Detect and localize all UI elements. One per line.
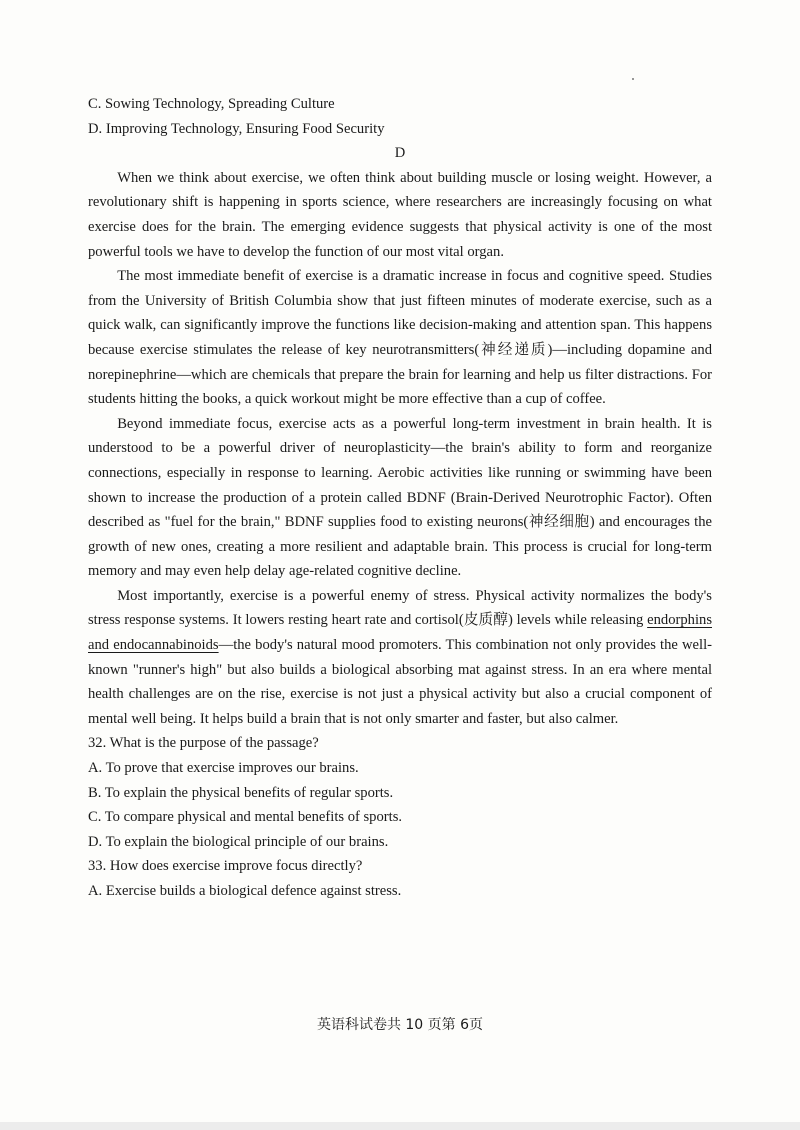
option-d-prev: D. Improving Technology, Ensuring Food Security: [88, 120, 385, 137]
paragraph-1: When we think about exercise, we often think about building muscle or losing weight. However, a revolutionary shift is happening in sports science, where researchers are increasingly focusing on what exercise does for the brain. The emerging evidence suggests that physical activity is one of the most powerful tools we have to develop the function of our most vital organ.: [88, 169, 712, 260]
paragraph-2: The most immediate benefit of exercise is a dramatic increase in focus and cognitive speed. Studies from the University of British Columbia show that just fifteen minutes of moderate exercise, such as a quick walk, can significantly improve the functions like decision-making and attention span. This happens because exercise stimulates the release of key neurotransmitters(神经递质)—including dopamine and norepinephrine—which are chemicals that prepare the brain for learning and help us filter distractions. For students hitting the books, a quick workout might be more effective than a cup of coffee.: [88, 268, 712, 408]
question-32-option-b[interactable]: B. To explain the physical benefits of regular sports.: [88, 784, 394, 801]
underlined-term: endorphins and endocannabinoids: [88, 612, 712, 654]
paragraph-3: Beyond immediate focus, exercise acts as a powerful long-term investment in brain health. It is understood to be a powerful driver of neuroplasticity—the brain's ability to form and reorganize connections, especially in response to learning. Aerobic activities like running or swimming have been shown to increase the production of a protein called BDNF (Brain-Derived Neurotrophic Factor). Often described as "fuel for the brain," BDNF supplies food to existing neurons(神经细胞) and encourages the growth of new ones, creating a more resilient and adaptable brain. This process is crucial for long-term memory and may even help delay age-related cognitive decline.: [88, 415, 712, 580]
question-32-option-a[interactable]: A. To prove that exercise improves our brains.: [88, 760, 359, 777]
option-c-prev: C. Sowing Technology, Spreading Culture: [88, 96, 335, 112]
exam-page-content: [88, 92, 712, 904]
section-label: D: [394, 145, 406, 162]
scan-speck: [632, 78, 634, 80]
paragraph-4-start: Most importantly, exercise is a powerful enemy of stress. Physical activity normalizes the body's stress response systems. It lowers resting heart rate and cortisol(皮质醇) levels while releasing: [88, 587, 712, 629]
paragraph-4-end: —the body's natural mood promoters. This combination not only provides the well-known "runner's high" but also builds a biological absorbing mat against stress. In an era where mental health challenges are on the rise, exercise is not just a physical activity but also a crucial component of mental well being. It helps build a brain that is not only smarter and faster, but also calmer.: [88, 637, 713, 727]
question-32-option-d[interactable]: D. To explain the biological principle of our brains.: [88, 833, 389, 850]
question-32-option-c[interactable]: C. To compare physical and mental benefits of sports.: [88, 809, 403, 826]
page-footer: 英语科试卷共 10 页第 6页: [316, 1017, 484, 1033]
scan-bottom-edge: [0, 1122, 800, 1130]
question-33-option-a[interactable]: A. Exercise builds a biological defence against stress.: [88, 883, 402, 899]
passage-d: [88, 166, 712, 732]
question-32-stem: 32. What is the purpose of the passage?: [88, 735, 319, 752]
paragraph-4: [88, 584, 712, 732]
question-33-stem: 33. How does exercise improve focus directly?: [88, 858, 363, 875]
